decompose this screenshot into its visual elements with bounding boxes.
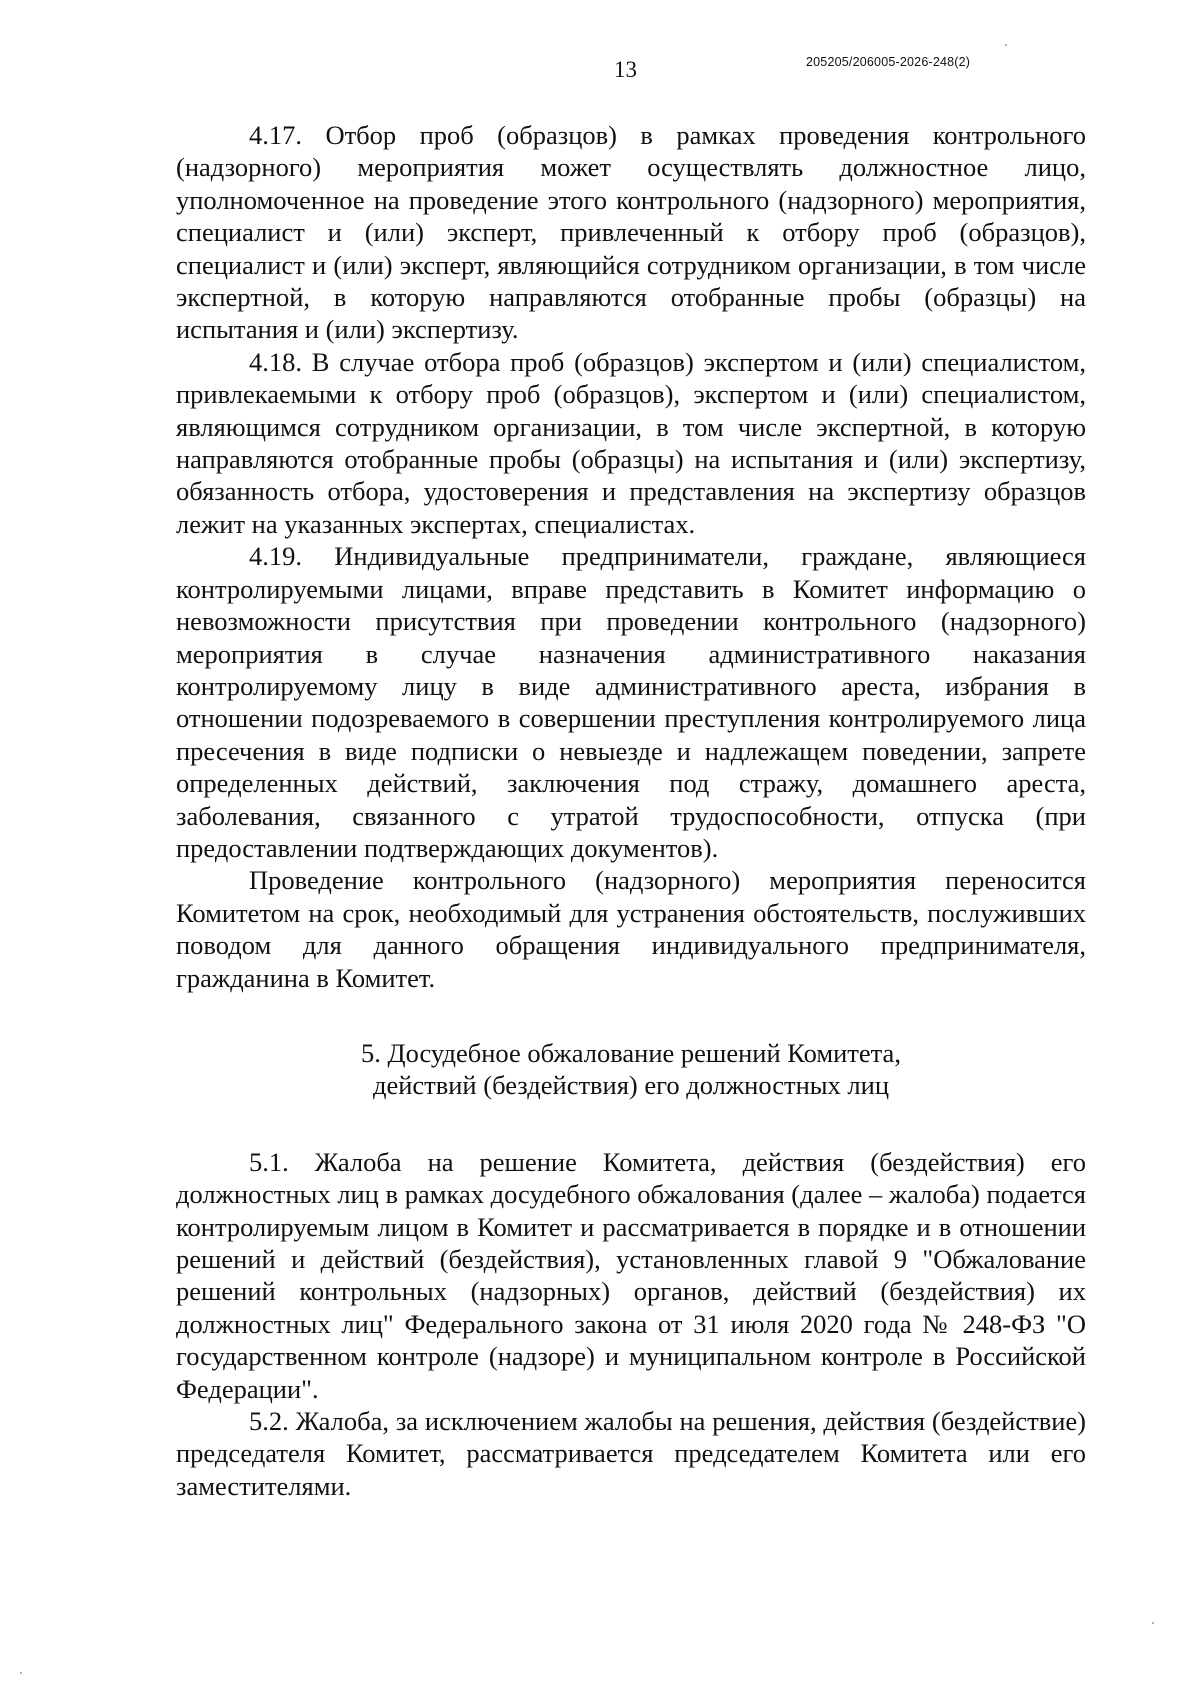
paragraph-5-1: 5.1. Жалоба на решение Комитета, действия (бездействия) его должностных лиц в рамках досудебного обжалования (далее – жалоба) подается контролируемым лицом в Комитет и рассматривается в порядке и в отношении решений и действий (бездействия), установленных главой 9 "Обжалование решений контрольных (надзорных) органов, действий (бездействия) их должностных лиц" Федерального закона от 31 июля 2020 года № 248-ФЗ "О государственном контроле (надзоре) и муниципальном контроле в Российской Федерации".	[176, 1146, 1086, 1404]
page-number: 13	[614, 57, 637, 82]
paragraph-postponement: Проведение контрольного (надзорного) мероприятия переносится Комитетом на срок, необходимый для устранения обстоятельств, послуживших поводом для данного обращения индивидуального предпринимателя, гражданина в Комитет.	[176, 865, 1086, 993]
scan-speck	[1005, 44, 1007, 46]
paragraph-4-18: 4.18. В случае отбора проб (образцов) экспертом и (или) специалистом, привлекаемыми к отбору проб (образцов), экспертом и (или) специалистом, являющимся сотрудником организации, в том числе экспертной, в которую направляются отобранные пробы (образцы) на испытания и (или) экспертизу, обязанность отбора, удостоверения и представления на экспертизу образцов лежит на указанных экспертах, специалистах.	[176, 346, 1086, 539]
scan-speck	[20, 1672, 22, 1674]
paragraph-4-19: 4.19. Индивидуальные предприниматели, граждане, являющиеся контролируемыми лицами, вправе представить в Комитет информацию о невозможности присутствия при проведении контрольного (надзорного) мероприятия в случае назначения административного наказания контролируемому лицу в виде административного ареста, избрания в отношении подозреваемого в совершении преступления контролируемого лица пресечения в виде подписки о невыезде и надлежащем поведении, запрете определенных действий, заключения под стражу, домашнего ареста, заболевания, связанного с утратой трудоспособности, отпуска (при предоставлении подтверждающих документов).	[176, 541, 1086, 863]
paragraph-4-17: 4.17. Отбор проб (образцов) в рамках проведения контрольного (надзорного) мероприятия может осуществлять должностное лицо, уполномоченное на проведение этого контрольного (надзорного) мероприятия, специалист и (или) эксперт, привлеченный к отбору проб (образцов), специалист и (или) эксперт, являющийся сотрудником организации, в том числе экспертной, в которую направляются отобранные пробы (образцы) на испытания и (или) экспертизу.	[176, 120, 1086, 345]
section-heading-line-2: действий (бездействия) его должностных лиц	[372, 1070, 890, 1101]
section-5-heading	[176, 1037, 1086, 1102]
scan-speck	[1152, 1622, 1154, 1624]
document-body	[176, 119, 1086, 1502]
document-code: 205205/206005-2026-248(2)	[806, 55, 971, 69]
section-heading-line-1: 5. Досудебное обжалование решений Комитета,	[361, 1037, 901, 1068]
paragraph-5-2: 5.2. Жалоба, за исключением жалобы на решения, действия (бездействие) председателя Комитет, рассматривается председателем Комитета или его заместителями.	[176, 1406, 1086, 1501]
